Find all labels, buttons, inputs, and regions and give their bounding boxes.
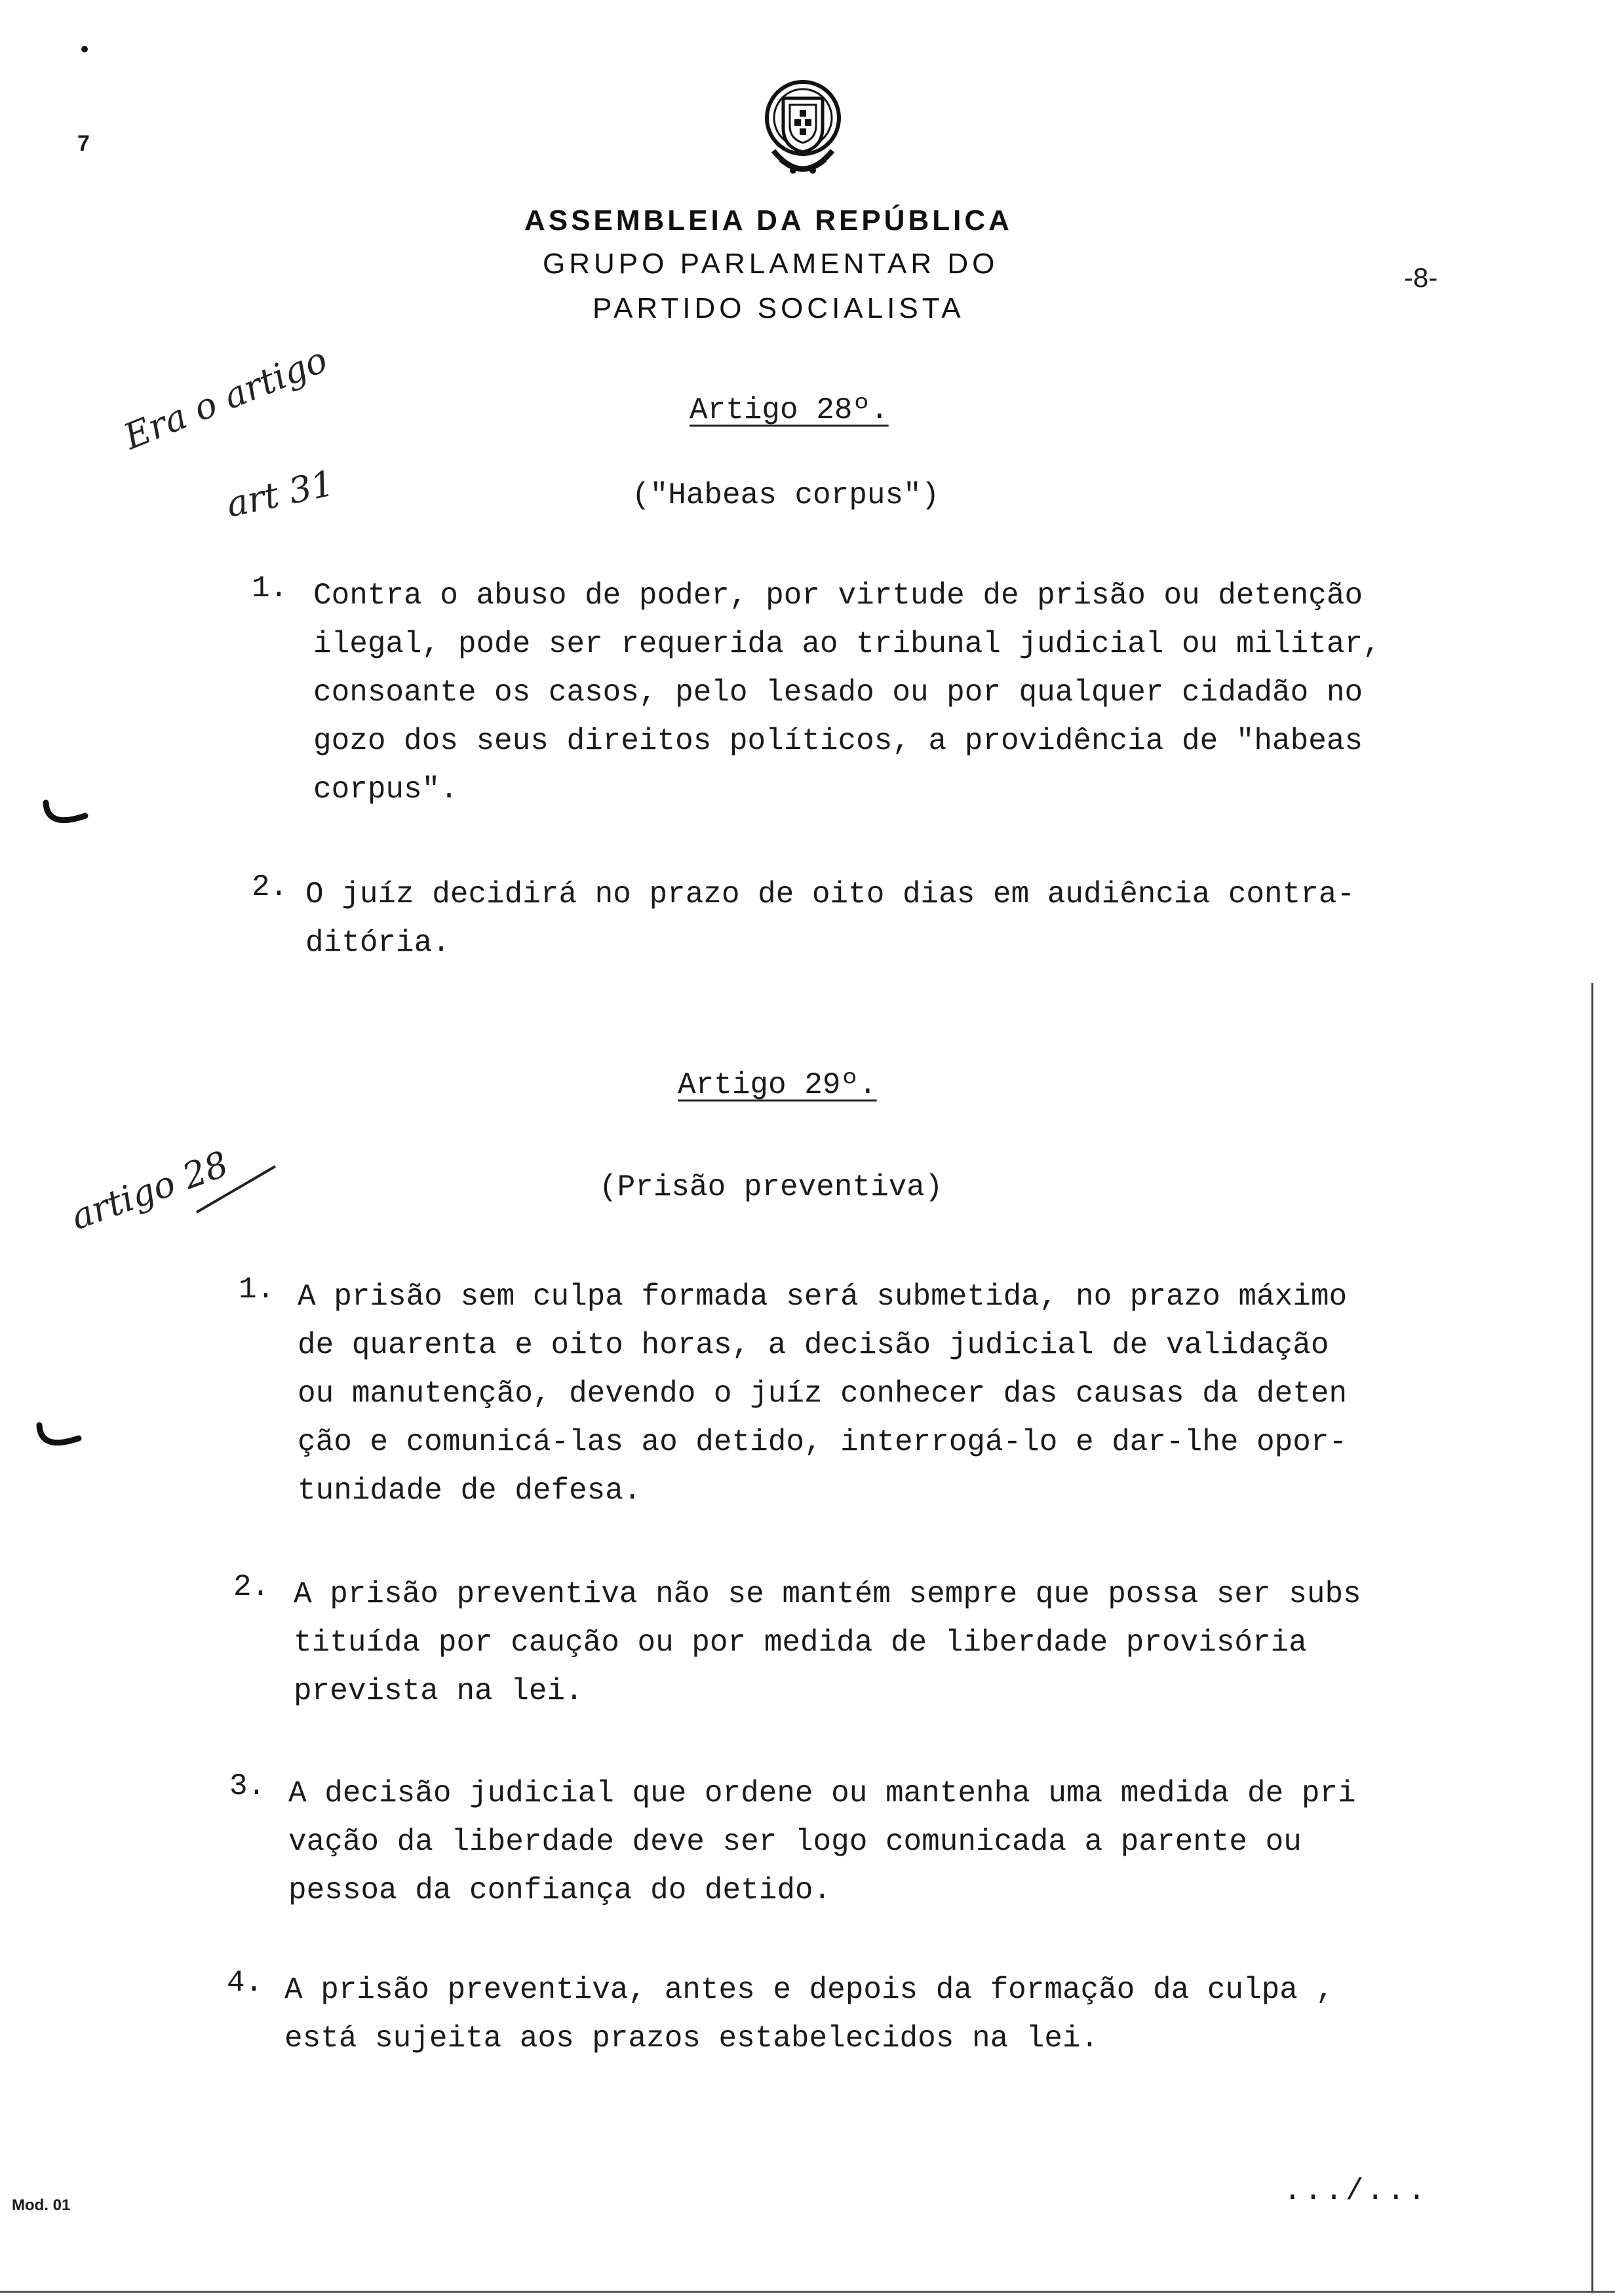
article-29-title: Artigo 29º. bbox=[678, 1068, 877, 1102]
text-line: A prisão sem culpa formada será submetida, no prazo máximo bbox=[298, 1280, 1348, 1314]
margin-dot bbox=[81, 46, 88, 52]
scan-edge-bottom bbox=[0, 2291, 1615, 2293]
page-number: -8- bbox=[1404, 262, 1438, 293]
margin-check-mark bbox=[33, 1419, 85, 1458]
letterhead-line-3: PARTIDO SOCIALISTA bbox=[593, 292, 965, 324]
text-line: tunidade de defesa. bbox=[298, 1474, 642, 1508]
article-29-item-2-number: 2. bbox=[233, 1570, 270, 1604]
text-line: A prisão preventiva não se mantém sempre que possa ser subs bbox=[294, 1577, 1361, 1611]
margin-number: 7 bbox=[77, 131, 90, 156]
handwritten-note-1b: art 31 bbox=[223, 462, 338, 526]
text-line: está sujeita aos prazos estabelecidos na lei. bbox=[284, 2021, 1099, 2056]
continuation-mark: .../... bbox=[1283, 2174, 1429, 2208]
text-line: Contra o abuso de poder, por virtude de prisão ou detenção bbox=[313, 579, 1363, 613]
text-line: gozo dos seus direitos políticos, a providência de "habeas bbox=[313, 724, 1363, 758]
article-28-subtitle: ("Habeas corpus") bbox=[632, 478, 940, 512]
article-28-item-2-number: 2. bbox=[252, 870, 288, 904]
article-29-item-1-text bbox=[298, 1272, 1347, 1515]
text-line: A prisão preventiva, antes e depois da formação da culpa , bbox=[284, 1973, 1334, 2007]
article-29-item-1-number: 1. bbox=[239, 1272, 275, 1307]
text-line: vação da liberdade deve ser logo comunicada a parente ou bbox=[288, 1825, 1302, 1859]
text-line: ção e comunicá-las ao detido, interrogá-lo e dar-lhe opor- bbox=[298, 1425, 1348, 1459]
form-code: Mod. 01 bbox=[12, 2196, 71, 2214]
scan-edge-right bbox=[1591, 983, 1593, 2293]
article-29-subtitle: (Prisão preventiva) bbox=[599, 1170, 943, 1204]
article-28-title: Artigo 28º. bbox=[690, 393, 889, 427]
article-29-item-3-number: 3. bbox=[229, 1769, 266, 1803]
text-line: de quarenta e oito horas, a decisão judicial de validação bbox=[298, 1328, 1329, 1362]
text-line: consoante os casos, pelo lesado ou por qualquer cidadão no bbox=[313, 676, 1363, 710]
coat-of-arms-icon bbox=[754, 72, 852, 190]
text-line: ou manutenção, devendo o juíz conhecer das causas da deten bbox=[298, 1377, 1348, 1411]
text-line: A decisão judicial que ordene ou mantenha uma medida de pri bbox=[288, 1776, 1356, 1810]
article-29-item-4-number: 4. bbox=[227, 1966, 263, 2000]
letterhead-line-2: GRUPO PARLAMENTAR DO bbox=[543, 248, 999, 280]
handwritten-stroke bbox=[190, 1160, 282, 1219]
handwritten-note-1: Era o artigo bbox=[118, 339, 334, 458]
article-29-item-2-text bbox=[294, 1570, 1361, 1715]
margin-check-mark bbox=[39, 796, 92, 835]
article-28-item-2-text bbox=[305, 870, 1355, 967]
text-line: pessoa da confiança do detido. bbox=[288, 1873, 832, 1907]
article-29-item-3-text bbox=[288, 1769, 1356, 1915]
text-line: tituída por caução ou por medida de liberdade provisória bbox=[294, 1626, 1307, 1660]
article-29-item-4-text bbox=[284, 1966, 1334, 2063]
text-line: prevista na lei. bbox=[294, 1674, 583, 1708]
text-line: ditória. bbox=[305, 926, 450, 960]
letterhead-line-1: ASSEMBLEIA DA REPÚBLICA bbox=[524, 204, 1013, 237]
article-28-item-1-number: 1. bbox=[252, 571, 288, 605]
handwritten-note-2: artigo 28 bbox=[66, 1143, 234, 1238]
text-line: corpus". bbox=[313, 773, 458, 807]
text-line: O juíz decidirá no prazo de oito dias em audiência contra- bbox=[305, 877, 1355, 911]
text-line: ilegal, pode ser requerida ao tribunal judicial ou militar, bbox=[313, 627, 1381, 661]
article-28-item-1-text bbox=[313, 571, 1381, 814]
